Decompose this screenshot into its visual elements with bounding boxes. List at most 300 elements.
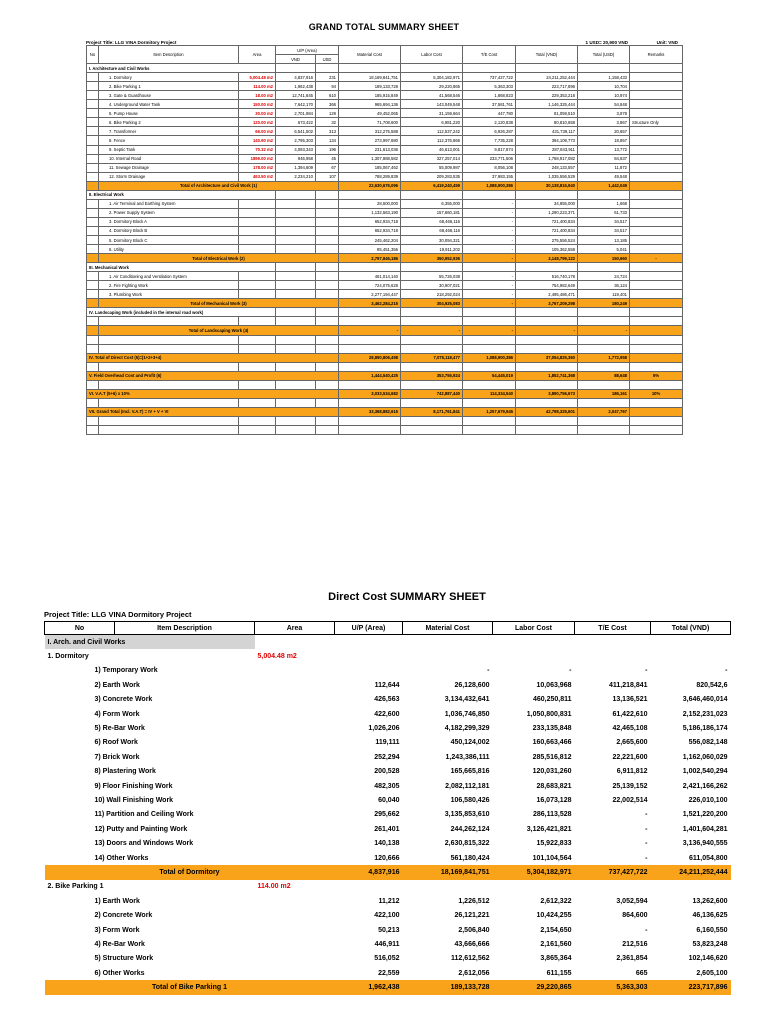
table-cell: 54,848 (578, 100, 630, 109)
table-cell: 6,419,240,459 (401, 181, 463, 190)
table-cell (401, 308, 463, 317)
table-cell: 3,134,432,641 (444, 696, 490, 704)
subtotal-row (45, 980, 731, 994)
table-cell (87, 326, 99, 335)
table-cell: 54,445,019 (463, 371, 516, 380)
table-cell: 273,997,680 (339, 136, 401, 145)
table-cell: 366 (316, 100, 339, 109)
table-cell: 120,031,260 (532, 768, 572, 776)
table-cell (630, 181, 683, 190)
table-cell: 120,666 (374, 854, 400, 862)
table-row (45, 736, 731, 750)
table-row (45, 822, 731, 836)
table-row (45, 937, 731, 951)
table-row (87, 145, 683, 154)
item-description: 5. Dormitory Block C (99, 235, 239, 244)
item-area: 66.00 m2 (239, 127, 276, 136)
table-cell (276, 380, 316, 389)
table-row (87, 235, 683, 244)
table-cell (339, 425, 401, 434)
table-cell: 245,462,204 (339, 235, 401, 244)
table-cell (316, 290, 339, 299)
table-cell (87, 254, 99, 263)
table-cell (630, 290, 683, 299)
table-cell (630, 353, 683, 362)
table-cell: - (463, 290, 516, 299)
table-cell (630, 272, 683, 281)
item-description: 1. Dormitory (99, 73, 239, 82)
grand-total-summary-sheet (86, 22, 682, 435)
table-cell (276, 208, 316, 217)
table-cell: 6,981,220 (401, 118, 463, 127)
table-cell: 4,837,916 (335, 865, 403, 879)
group-area: 114.00 m2 (257, 883, 291, 891)
table-cell (316, 64, 339, 73)
group-row (45, 649, 731, 663)
table-cell: 34,855,000 (516, 199, 578, 208)
table-row (45, 836, 731, 850)
table-cell: 30,907,021 (401, 281, 463, 290)
item-description: 14) Other Works (94, 854, 149, 862)
item-area: 150.00 m2 (239, 100, 276, 109)
table-cell (401, 425, 463, 434)
table-cell: - (645, 667, 648, 675)
item-area: 18.00 m2 (239, 91, 276, 100)
header-no: No (87, 46, 99, 64)
table-cell: 31,159,664 (401, 109, 463, 118)
table-cell (401, 416, 463, 425)
table-cell: 4,093,343 (276, 145, 316, 154)
table-cell (276, 398, 316, 407)
table-cell: 2,082,112,181 (445, 782, 490, 790)
table-cell: 312,275,588 (339, 127, 401, 136)
table-cell: - (645, 926, 648, 934)
table-cell: 61,422,610 (612, 710, 648, 718)
blank-row (87, 380, 683, 389)
table-cell: - (578, 326, 630, 335)
sheet1-project-row (86, 36, 682, 45)
group-title: 2. Bike Parking 1 (47, 883, 104, 891)
table-cell (630, 362, 683, 371)
table-cell: 189,133,728 (339, 82, 401, 91)
table-cell (401, 190, 463, 199)
table-row (87, 217, 683, 226)
table-cell: 223,717,896 (651, 980, 731, 994)
table-cell (516, 398, 578, 407)
overhead-row (87, 371, 683, 380)
table-cell: 3,126,421,821 (526, 825, 572, 833)
table-cell: 37,983,155 (463, 172, 516, 181)
table-cell: 231 (316, 73, 339, 82)
group-row (45, 880, 731, 894)
table-cell (276, 217, 316, 226)
subtotal-label: Total of Bike Parking 1 (45, 980, 335, 994)
table-cell (463, 380, 516, 389)
table-cell (630, 344, 683, 353)
table-cell: 1,035,556,529 (516, 172, 578, 181)
table-cell: 737,427,722 (463, 73, 516, 82)
sheet2-title: Direct Cost SUMMARY SHEET (328, 591, 486, 603)
table-cell: 5,304,182,971 (493, 865, 575, 879)
table-cell: 652,934,718 (339, 226, 401, 235)
table-cell: 218,292,024 (401, 290, 463, 299)
table-cell: 275,556,524 (516, 235, 578, 244)
table-row (45, 693, 731, 707)
item-area: 114.00 m2 (239, 82, 276, 91)
table-cell: 1,768,917,082 (516, 154, 578, 163)
table-cell: 134 (316, 136, 339, 145)
item-description: 1) Earth Work (94, 897, 140, 905)
table-cell: 112,537,242 (401, 127, 463, 136)
table-row (45, 721, 731, 735)
table-cell: 287,843,911 (516, 145, 578, 154)
table-cell: 1,668 (578, 199, 630, 208)
table-cell: - (487, 667, 490, 675)
table-cell: 3,462,284,215 (339, 299, 401, 308)
blank-row (87, 362, 683, 371)
table-cell: 1,088,900,386 (463, 353, 516, 362)
subtotal-row (87, 254, 683, 263)
table-cell: 101,104,564 (532, 854, 572, 862)
table-cell (516, 308, 578, 317)
item-description: 2) Earth Work (94, 681, 140, 689)
table-cell (403, 880, 493, 894)
table-cell: 350,952,936 (401, 254, 463, 263)
item-description: 5. Pump House (99, 109, 239, 118)
table-row (87, 199, 683, 208)
section-title: I. Architecture and Civil Works (87, 64, 276, 73)
table-cell: 50,213 (378, 926, 400, 934)
item-description: 6. Bike Parking 2 (99, 118, 239, 127)
table-row (87, 281, 683, 290)
table-cell: 1,962,438 (335, 980, 403, 994)
table-cell: 1,158,433 (578, 73, 630, 82)
table-cell: 7,642,170 (276, 100, 316, 109)
table-cell: 5,186,186,174 (682, 725, 728, 733)
table-cell: - (339, 326, 401, 335)
table-cell (516, 263, 578, 272)
table-cell (578, 190, 630, 199)
table-cell: - (725, 667, 728, 675)
table-cell: 34,517 (578, 226, 630, 235)
table-cell (276, 281, 316, 290)
table-row (45, 664, 731, 678)
direct-cost-row (87, 353, 683, 362)
table-cell (99, 344, 239, 353)
table-cell: 252,294 (374, 753, 400, 761)
table-cell: 37,581,761 (463, 100, 516, 109)
table-row (45, 908, 731, 922)
table-cell: 196 (316, 145, 339, 154)
table-cell: 1,132,563,190 (339, 208, 401, 217)
table-cell: 46,136,625 (692, 912, 728, 920)
table-cell: 36,124 (578, 281, 630, 290)
table-row (45, 779, 731, 793)
vat-row-remark: 10% (630, 389, 683, 398)
table-cell (276, 317, 316, 326)
grand-total-usd: 2,047,767 (578, 407, 630, 416)
table-cell (87, 163, 99, 172)
table-cell: 22,559 (378, 969, 400, 977)
table-cell: 3,867 (578, 118, 630, 127)
table-cell: 1,146,325,444 (516, 100, 578, 109)
table-cell (516, 416, 578, 425)
table-cell (87, 335, 99, 344)
header-remarks: Remarks (630, 46, 683, 64)
table-cell: 516,740,178 (516, 272, 578, 281)
item-description: 8) Plastering Work (94, 768, 156, 776)
table-cell: 721,400,834 (516, 217, 578, 226)
table-cell (401, 398, 463, 407)
vat-row (87, 389, 683, 398)
table-cell (87, 118, 99, 127)
item-remarks (630, 163, 683, 172)
table-cell: 561,180,424 (450, 854, 490, 862)
table-cell: 67 (316, 163, 339, 172)
table-row (87, 290, 683, 299)
table-cell: - (463, 272, 516, 281)
table-cell (630, 217, 683, 226)
table-cell: 28,683,821 (536, 782, 572, 790)
subtotal-label: Total of Dormitory (45, 865, 335, 879)
header-area: Area (239, 46, 276, 64)
table-cell: - (463, 208, 516, 217)
table-cell (630, 407, 683, 416)
table-cell (239, 245, 276, 254)
table-cell (255, 635, 335, 650)
table-cell: - (463, 199, 516, 208)
table-cell: 5,363,303 (575, 980, 651, 994)
item-description: 7) Brick Work (94, 753, 140, 761)
table-cell: 81,059,510 (516, 109, 578, 118)
table-cell: 2,630,815,322 (444, 840, 490, 848)
table-cell: 2,161,560 (540, 940, 572, 948)
table-cell (578, 64, 630, 73)
table-cell (516, 362, 578, 371)
table-cell (463, 335, 516, 344)
table-cell (276, 344, 316, 353)
table-cell (87, 91, 99, 100)
subtotal-label: Total of Mechanical Work (3) (99, 299, 339, 308)
table-cell: 737,427,722 (575, 865, 651, 879)
table-cell (87, 272, 99, 281)
table-cell: 611,155 (546, 969, 572, 977)
table-cell: 556,082,148 (688, 739, 728, 747)
table-cell: 112,612,562 (450, 955, 490, 963)
table-cell: 229,353,218 (516, 91, 578, 100)
table-row (45, 952, 731, 966)
table-cell (630, 317, 683, 326)
header-no: No (45, 622, 115, 635)
table-row (87, 208, 683, 217)
table-cell (87, 127, 99, 136)
item-area: 178.00 m2 (239, 163, 276, 172)
table-row (87, 127, 683, 136)
section-title: II. Electrical Work (87, 190, 276, 199)
item-description: 11. Sewage Drainage (99, 163, 239, 172)
table-cell: - (463, 245, 516, 254)
subtotal-row (87, 326, 683, 335)
table-cell (516, 64, 578, 73)
table-cell (575, 880, 651, 894)
header-up: U/P (Area) (276, 46, 339, 55)
table-cell (87, 82, 99, 91)
table-cell: 37,054,825,360 (516, 353, 578, 362)
table-cell: 754,982,649 (516, 281, 578, 290)
table-row (87, 100, 683, 109)
table-cell: 85,451,356 (339, 245, 401, 254)
grand-total-vnd: 42,798,325,601 (516, 407, 578, 416)
table-cell (239, 335, 276, 344)
table-cell (578, 335, 630, 344)
table-cell: 411,218,841 (608, 681, 648, 689)
table-cell: 22,221,600 (612, 753, 648, 761)
table-cell: 46,613,001 (401, 145, 463, 154)
table-cell: - (463, 281, 516, 290)
table-cell (239, 226, 276, 235)
table-cell (87, 154, 99, 163)
table-cell (87, 100, 99, 109)
table-cell: 25,139,152 (612, 782, 648, 790)
table-cell (630, 226, 683, 235)
table-cell: 313 (316, 127, 339, 136)
table-cell (87, 380, 99, 389)
table-cell: 24,211,252,444 (651, 865, 731, 879)
table-cell: 32 (316, 118, 339, 127)
item-area: 463.50 m2 (239, 172, 276, 181)
table-cell (335, 635, 403, 650)
table-cell (316, 199, 339, 208)
sheet1-title: GRAND TOTAL SUMMARY SHEET (308, 22, 460, 32)
table-cell (99, 380, 239, 389)
table-cell: 49,548 (578, 172, 630, 181)
table-cell (651, 635, 731, 650)
table-cell: 200,528 (374, 768, 400, 776)
table-cell: 157,660,181 (401, 208, 463, 217)
table-cell: 15,922,833 (536, 840, 572, 848)
section-title: I. Arch. and Civil Works (45, 635, 255, 650)
table-cell: 10,704 (578, 82, 630, 91)
table-cell: - (516, 326, 578, 335)
table-cell: 820,542,6 (696, 681, 728, 689)
table-cell (87, 73, 99, 82)
table-cell (401, 64, 463, 73)
table-cell (401, 263, 463, 272)
table-cell (403, 635, 493, 650)
table-cell (87, 145, 99, 154)
item-description: 6) Roof Work (94, 739, 138, 747)
table-cell: 26,128,600 (454, 681, 490, 689)
table-cell: 516,052 (374, 955, 400, 963)
table-cell: - (401, 326, 463, 335)
table-cell: 3,646,460,014 (682, 696, 728, 704)
direct-cost-summary-sheet (44, 591, 730, 995)
table-cell (276, 199, 316, 208)
table-cell: 422,100 (374, 912, 400, 920)
table-cell (316, 226, 339, 235)
table-cell: 42,465,108 (612, 725, 648, 733)
table-row (45, 678, 731, 692)
table-row (45, 765, 731, 779)
table-cell (516, 335, 578, 344)
table-cell: 1,962,438 (276, 82, 316, 91)
table-cell (516, 190, 578, 199)
table-cell: 1,290,223,371 (516, 208, 578, 217)
table-cell: 2,506,840 (458, 926, 490, 934)
table-cell: 3,890,756,673 (516, 389, 578, 398)
table-cell: 13,185 (578, 235, 630, 244)
header-up: U/P (Area) (335, 622, 403, 635)
table-cell: 13,262,600 (692, 897, 728, 905)
table-cell (276, 362, 316, 371)
table-cell (516, 425, 578, 434)
table-row (87, 91, 683, 100)
table-cell (87, 136, 99, 145)
table-cell (578, 416, 630, 425)
table-cell: 7,075,118,477 (401, 353, 463, 362)
table-cell: 34,517 (578, 217, 630, 226)
item-description: 1) Temporary Work (94, 667, 158, 675)
table-cell (401, 344, 463, 353)
table-cell (651, 649, 731, 663)
table-cell: 30,138,816,940 (516, 181, 578, 190)
section-row (87, 64, 683, 73)
table-cell: 460,250,811 (532, 696, 572, 704)
table-cell (99, 398, 239, 407)
table-cell (87, 425, 99, 434)
header-te: T/E Cost (575, 622, 651, 635)
table-cell: 60,040 (378, 796, 400, 804)
table-cell: 248,133,557 (516, 163, 578, 172)
table-cell: 18,169,841,751 (403, 865, 493, 879)
grand-total-table (86, 45, 683, 435)
table-cell: 10,974 (578, 91, 630, 100)
table-cell (463, 344, 516, 353)
table-cell: 129 (316, 109, 339, 118)
table-cell: 2,605,100 (696, 969, 728, 977)
table-cell: 788,289,839 (339, 172, 401, 181)
table-cell: 1,162,060,029 (682, 753, 728, 761)
table-cell: 28,890,806,498 (339, 353, 401, 362)
table-cell (87, 290, 99, 299)
table-cell (630, 425, 683, 434)
table-cell (87, 344, 99, 353)
table-cell: 721,400,834 (516, 226, 578, 235)
table-cell: 20,657 (578, 127, 630, 136)
table-cell (463, 416, 516, 425)
table-cell: 30,094,321 (401, 235, 463, 244)
header-vnd: VND (276, 55, 316, 64)
table-cell: 611,054,800 (688, 854, 728, 862)
table-cell (578, 362, 630, 371)
direct-cost-row-label: IV. Total of Direct Cost (5)=(1+2+3+4) (87, 353, 339, 362)
table-cell: 10,063,968 (536, 681, 572, 689)
table-cell (276, 290, 316, 299)
item-description: 3. Plumbing Work (99, 290, 239, 299)
table-cell: 71,708,600 (339, 118, 401, 127)
table-cell: 2,234,210 (276, 172, 316, 181)
item-description: 3. Gate & Guardhouse (99, 91, 239, 100)
table-cell: 1,307,888,582 (339, 154, 401, 163)
table-cell (316, 208, 339, 217)
table-cell (239, 199, 276, 208)
item-description: 9. Septic Tank (99, 145, 239, 154)
table-cell: 724,075,628 (339, 281, 401, 290)
table-cell: 24,211,252,444 (516, 73, 578, 82)
table-cell (516, 344, 578, 353)
table-cell (578, 317, 630, 326)
table-cell (276, 272, 316, 281)
